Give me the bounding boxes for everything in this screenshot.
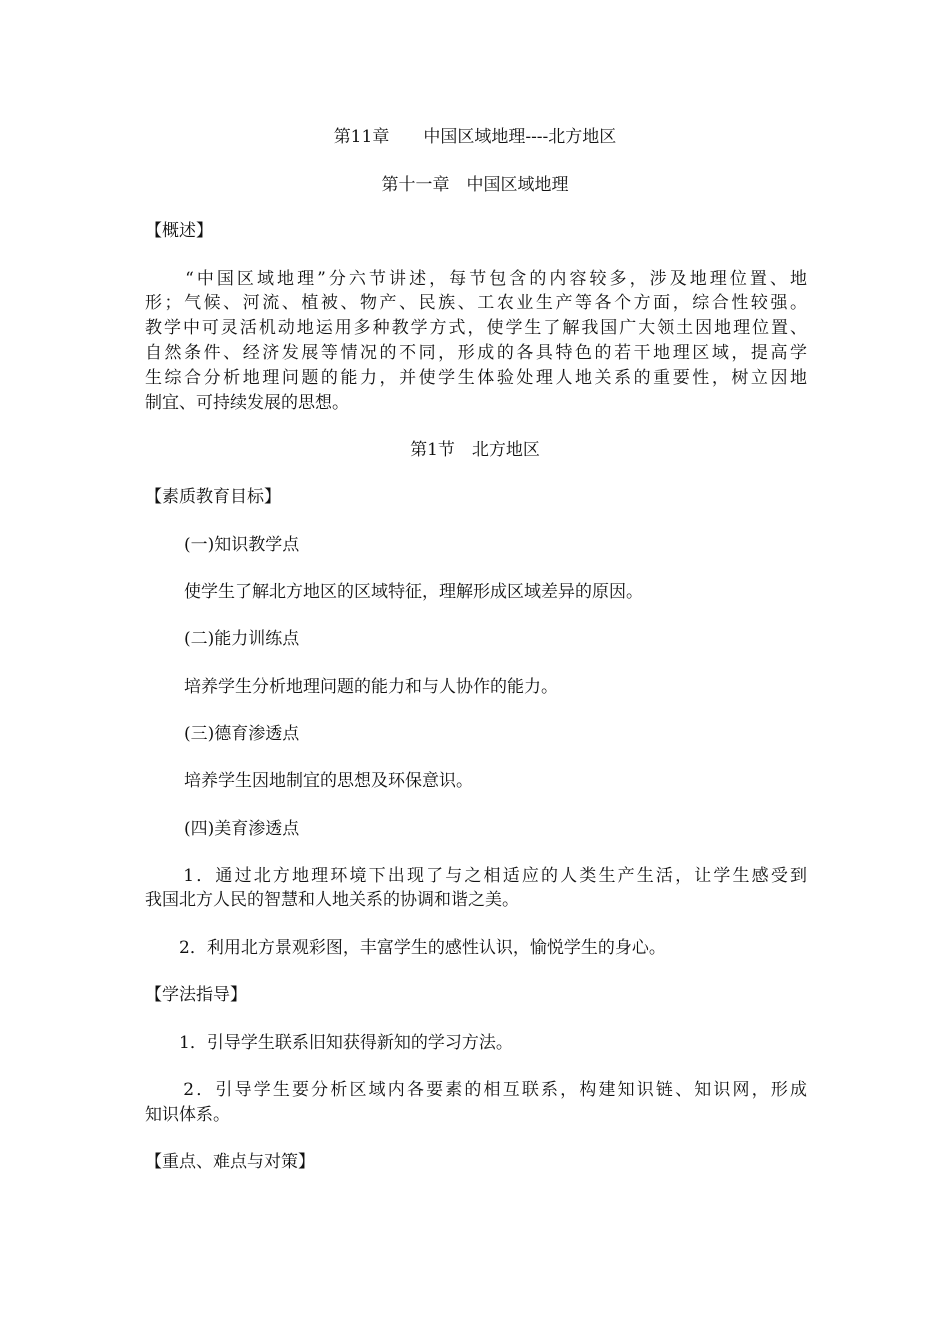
section-title: 第1节 北方地区 [410, 440, 540, 460]
study-item2-line-2: 知识体系。 [145, 1105, 230, 1125]
overview-line-1: “中国区域地理”分六节讲述，每节包含的内容较多，涉及地理位置、地 [145, 269, 807, 289]
aesthetic-heading: (四)美育渗透点 [184, 819, 300, 839]
study-heading: 【学法指导】 [145, 985, 247, 1005]
chapter-subtitle: 第十一章 中国区域地理 [381, 175, 569, 195]
goals-heading: 【素质教育目标】 [145, 487, 281, 507]
aesthetic-item1-line-1: 1．通过北方地理环境下出现了与之相适应的人类生产生活，让学生感受到 [145, 866, 807, 886]
overview-line-5: 生综合分析地理问题的能力，并使学生体验处理人地关系的重要性，树立因地 [145, 368, 807, 388]
ability-text: 培养学生分析地理问题的能力和与人协作的能力。 [184, 677, 558, 697]
aesthetic-item1-line-2: 我国北方人民的智慧和人地关系的协调和谐之美。 [145, 890, 519, 910]
overview-heading: 【概述】 [145, 221, 213, 241]
overview-line-3: 教学中可灵活机动地运用多种教学方式，使学生了解我国广大领土因地理位置、 [145, 318, 807, 338]
moral-text: 培养学生因地制宜的思想及环保意识。 [184, 771, 473, 791]
knowledge-text: 使学生了解北方地区的区域特征，理解形成区域差异的原因。 [184, 582, 643, 602]
overview-line-2: 形；气候、河流、植被、物产、民族、工农业生产等各个方面，综合性较强。 [145, 293, 807, 313]
knowledge-heading: (一)知识教学点 [184, 535, 300, 555]
overview-line-6: 制宜、可持续发展的思想。 [145, 393, 349, 413]
study-item1: 1．引导学生联系旧知获得新知的学习方法。 [145, 1033, 513, 1053]
moral-heading: (三)德育渗透点 [184, 724, 300, 744]
chapter-title: 第11章 中国区域地理----北方地区 [333, 127, 617, 147]
overview-line-4: 自然条件、经济发展等情况的不同，形成的各具特色的若干地理区域，提高学 [145, 343, 807, 363]
key-points-heading: 【重点、难点与对策】 [145, 1152, 315, 1172]
ability-heading: (二)能力训练点 [184, 629, 300, 649]
aesthetic-item2: 2．利用北方景观彩图，丰富学生的感性认识，愉悦学生的身心。 [145, 938, 666, 958]
study-item2-line-1: 2．引导学生要分析区域内各要素的相互联系，构建知识链、知识网，形成 [145, 1080, 807, 1100]
